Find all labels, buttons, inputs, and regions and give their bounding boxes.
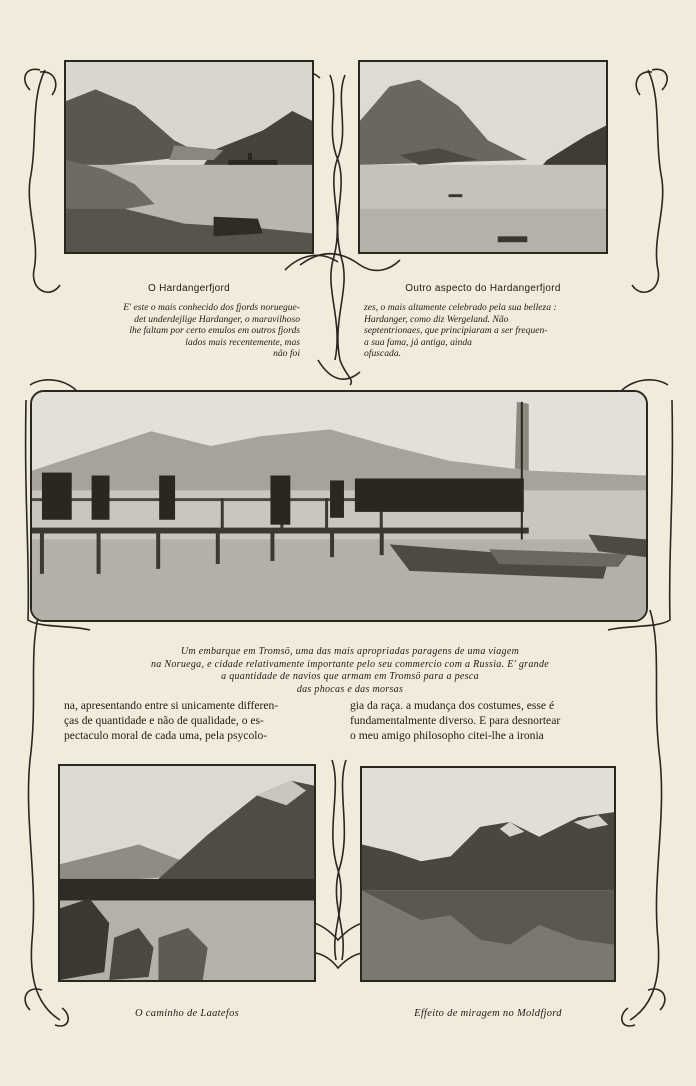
photo-laatefos-road [58, 764, 316, 982]
text-line: zes, o mais altamente celebrado pela sua belleza : [364, 302, 557, 313]
body-line: gia da raça. a mudança dos costumes, esse é [350, 699, 555, 712]
body-column-right [350, 698, 614, 743]
text-line: ofuscada. [364, 348, 402, 359]
body-line: pectaculo moral de cada uma, pela psycolo- [64, 729, 268, 742]
photo-hardangerfjord-aspect [358, 60, 608, 254]
text-line: septentrionaes, que principiaram a ser frequen- [364, 325, 548, 336]
text-line: não foi [273, 348, 300, 359]
intro-text-left [44, 302, 300, 360]
caption-bottom-right: Effeito de miragem no Moldfjord [414, 1008, 562, 1019]
photo-tromso-embarkation [30, 390, 648, 622]
body-line: fundamentalmente diverso. E para desnortear [350, 714, 561, 727]
caption-line: na Noruega, e cidade relativamente importante pelo seu commercio com a Russia. E' grande [150, 658, 549, 670]
caption-bottom-left: O caminho de Laatefos [135, 1008, 239, 1019]
caption-top-left: O Hardangerfjord [147, 283, 231, 294]
body-line: ças de quantidade e não de qualidade, o es- [64, 714, 264, 727]
intro-text-right [364, 302, 626, 360]
text-line: E' este o mais conhecido dos fjords norueguе- [123, 302, 300, 313]
caption-top-right: Outro aspecto do Hardangerfjord [405, 283, 561, 294]
text-line: lhe faltam por certo emulos em outros fjords [129, 325, 300, 336]
photo-hardangerfjord [64, 60, 314, 254]
body-line: na, apresentando entre si unicamente differen- [64, 699, 279, 712]
text-line: a sua fama, já antiga, ainda [364, 336, 472, 348]
text-line: lados mais recentemente, mas [185, 336, 300, 348]
body-line: o meu amigo philosopho citei-lhe a ironia [350, 729, 544, 742]
text-line: det underdejlige Hardanger, o maravilhoso [134, 313, 300, 325]
caption-middle [50, 646, 650, 696]
caption-line: Um embarque em Tromsö, uma das mais apropriadas paragens de uma viagem [180, 646, 520, 657]
photo-moldfjord-mirage [360, 766, 616, 982]
caption-line: a quantidade de navios que armam em Tromsö para a pesca [221, 671, 479, 682]
caption-line: das phocas e das morsas [296, 683, 404, 695]
text-line: Hardanger, como diz Wergeland. Não [364, 313, 509, 325]
body-column-left [64, 698, 328, 743]
